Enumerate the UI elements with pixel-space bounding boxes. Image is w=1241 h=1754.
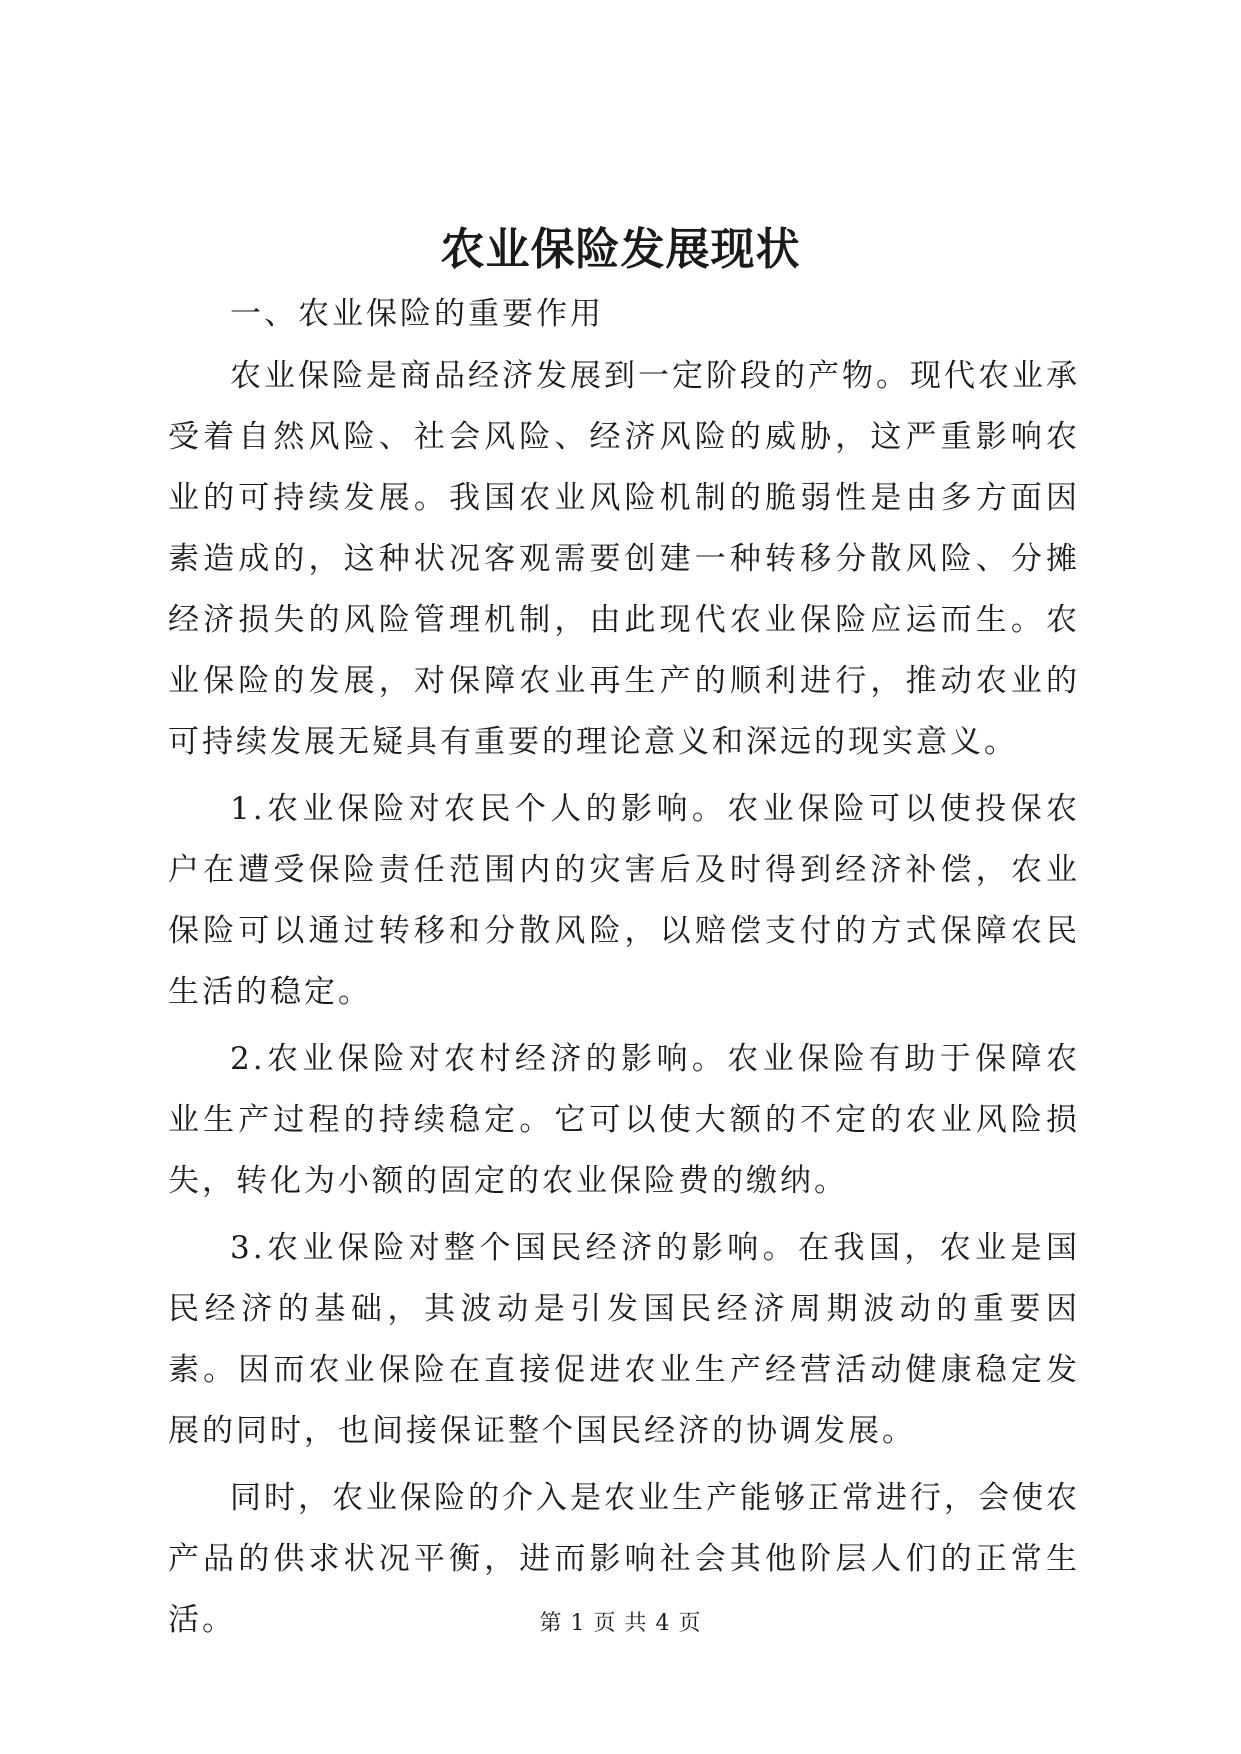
document-body — [168, 292, 1080, 1651]
paragraph-point-2: 2.农业保险对农村经济的影响。农业保险有助于保障农业生产过程的持续稳定。它可以使大额的不定的农业风险损失，转化为小额的固定的农业保险费的缴纳。 — [168, 1041, 1080, 1199]
page-number-footer: 第 1 页 共 4 页 — [539, 1611, 702, 1636]
paragraph-conclusion: 同时，农业保险的介入是农业生产能够正常进行，会使农产品的供求状况平衡，进而影响社会其他阶层人们的正常生活。 — [168, 1480, 1080, 1638]
section-heading: 一、农业保险的重要作用 — [230, 296, 604, 332]
paragraph-point-1: 1.农业保险对农民个人的影响。农业保险可以使投保农户在遭受保险责任范围内的灾害后及时得到经济补偿，农业保险可以通过转移和分散风险，以赔偿支付的方式保障农民生活的稳定。 — [168, 791, 1080, 1010]
document-title: 农业保险发展现状 — [440, 224, 801, 275]
paragraph-point-3: 3.农业保险对整个国民经济的影响。在我国，农业是国民经济的基础，其波动是引发国民经济周期波动的重要因素。因而农业保险在直接促进农业生产经营活动健康稳定发展的同时，也间接保证整个国民经济的协调发展。 — [168, 1230, 1080, 1449]
paragraph-intro: 农业保险是商品经济发展到一定阶段的产物。现代农业承受着自然风险、社会风险、经济风险的威胁，这严重影响农业的可持续发展。我国农业风险机制的脆弱性是由多方面因素造成的，这种状况客观需要创建一种转移分散风险、分摊经济损失的风险管理机制，由此现代农业保险应运而生。农业保险的发展，对保障农业再生产的顺利进行，推动农业的可持续发展无疑具有重要的理论意义和深远的现实意义。 — [168, 358, 1080, 760]
